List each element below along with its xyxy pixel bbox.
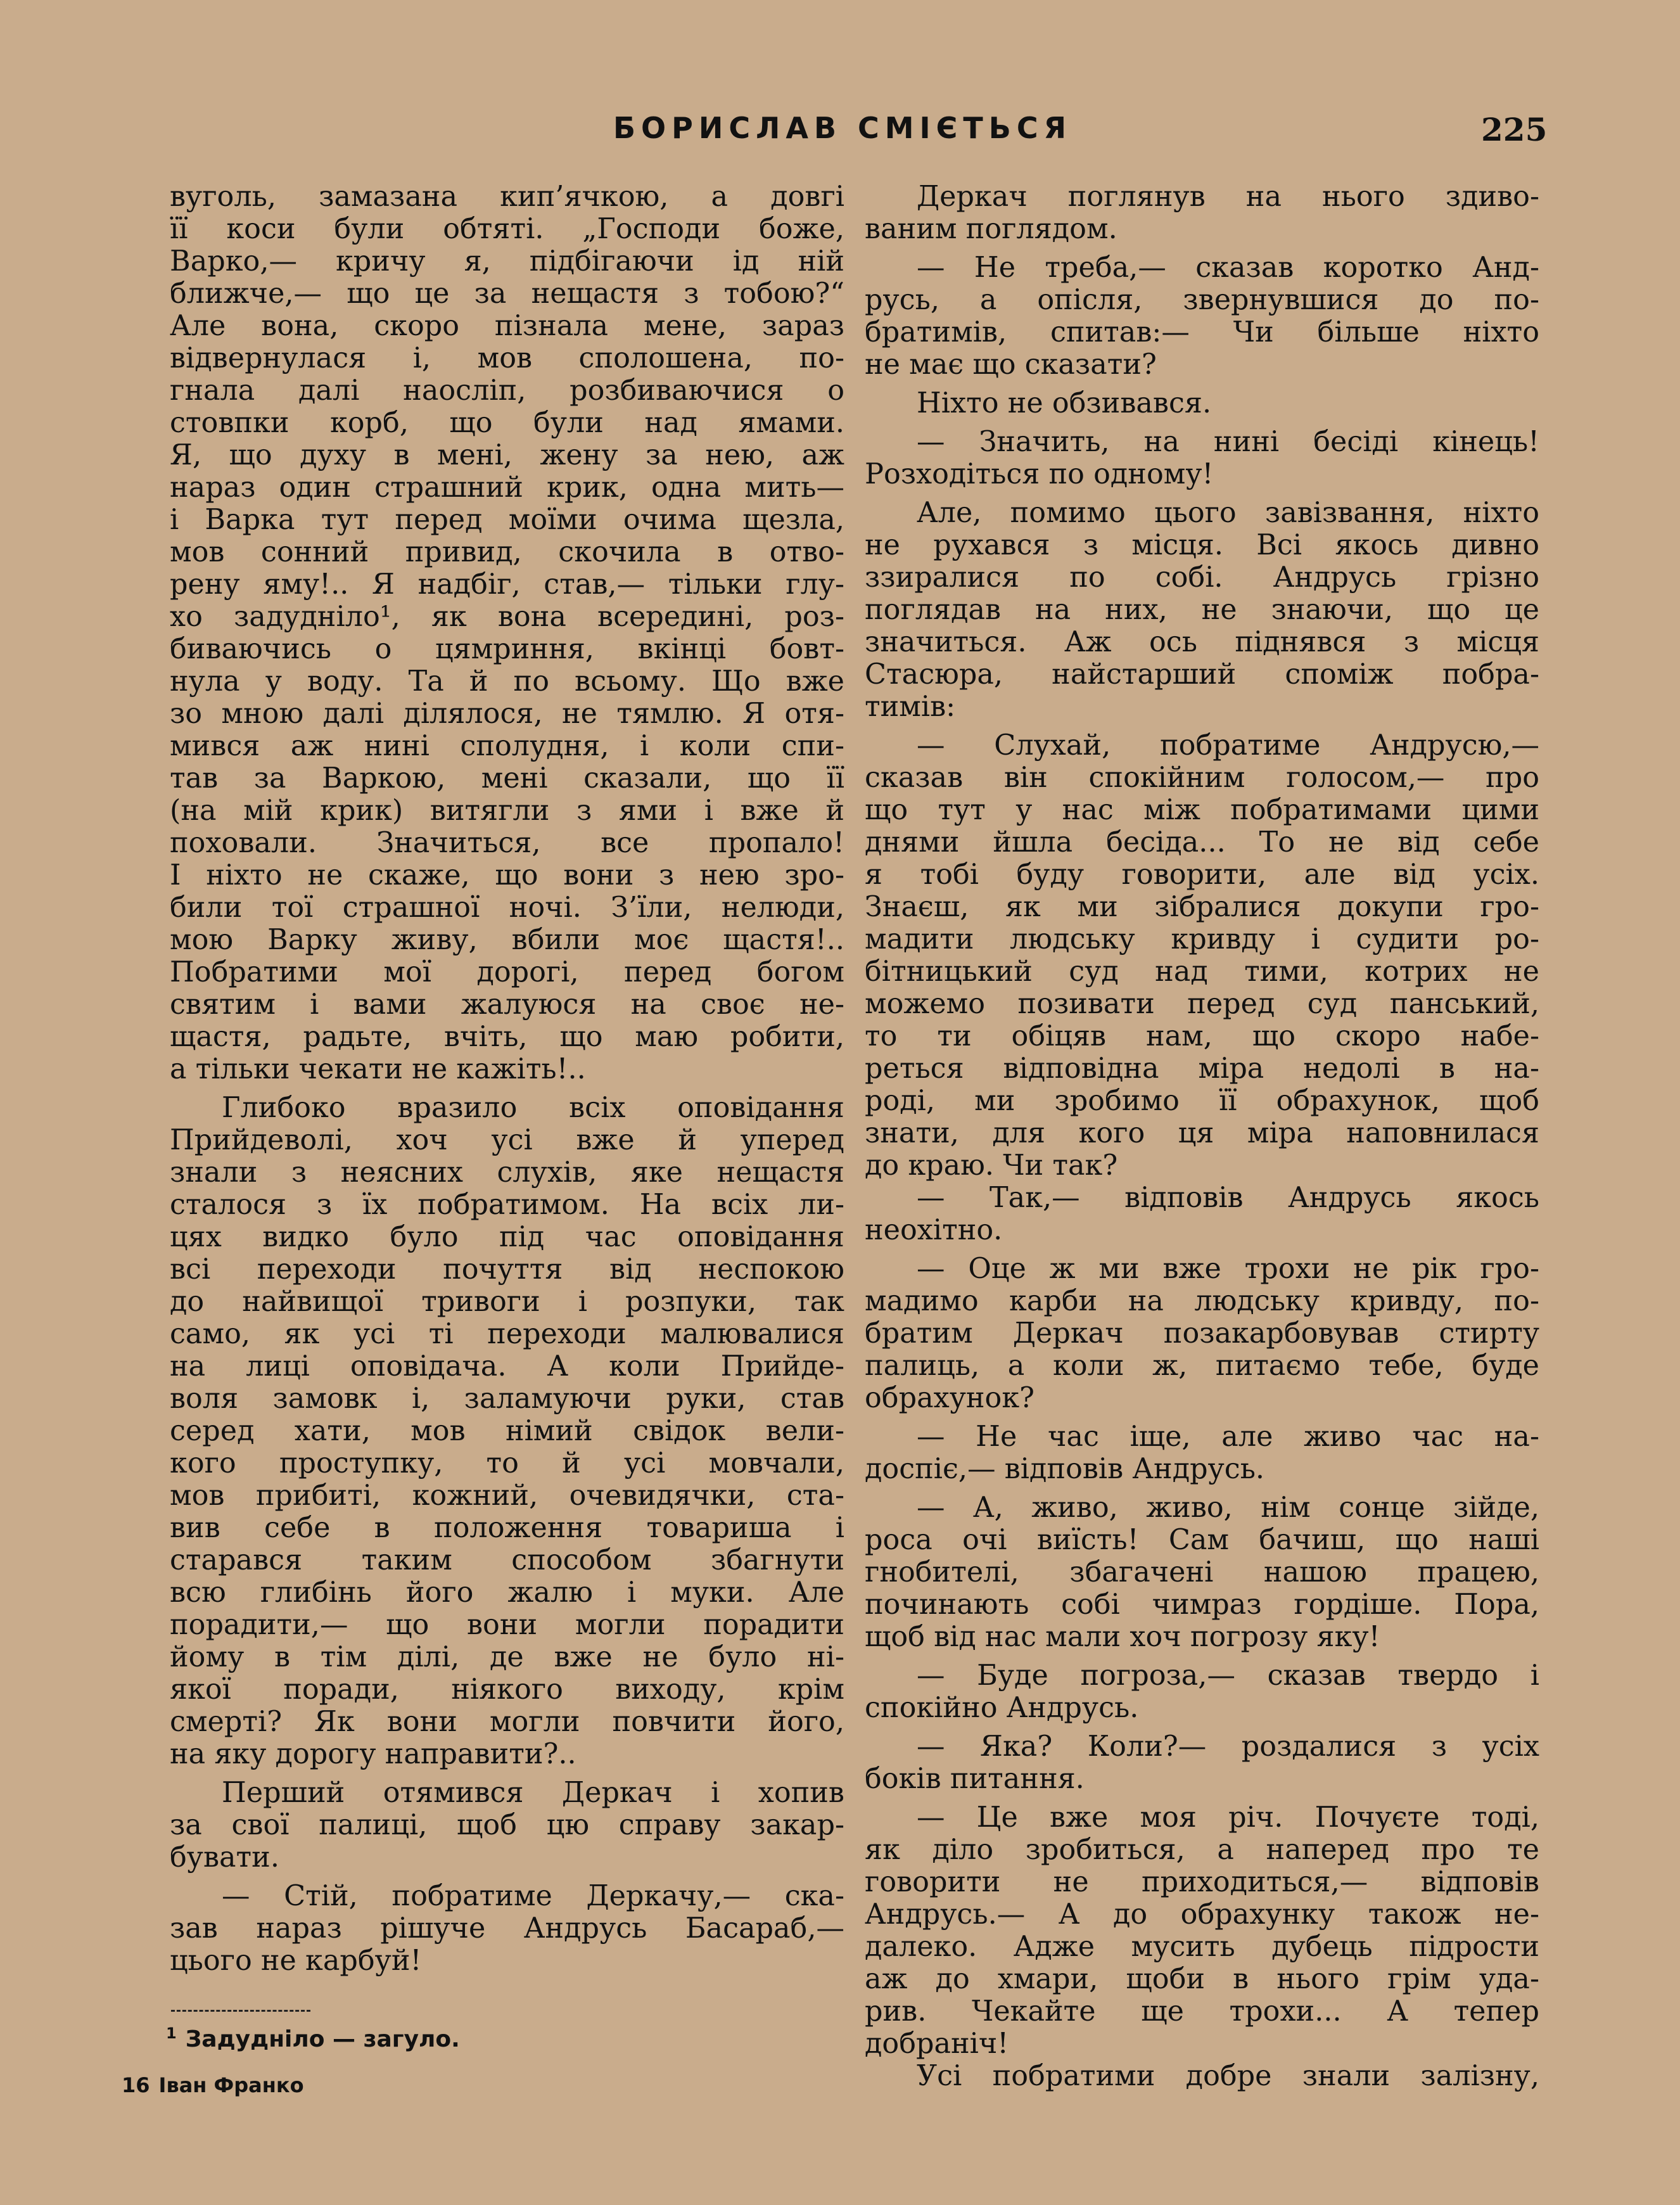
text-line: рену яму!.. Я надбіг, став,— тільки глу-	[170, 568, 844, 601]
text-line: далеко. Адже мусить дубець підрости	[865, 1931, 1539, 1963]
text-line: сказав він спокійним голосом,— про	[865, 762, 1539, 794]
text-line: бувати.	[170, 1841, 279, 1874]
text-line: вуголь, замазана кип’ячкою, а довгі	[170, 181, 844, 213]
text-line: роді, ми зробимо її обрахунок, щоб	[865, 1085, 1539, 1117]
text-line: — Не час іще, але живо час на-	[917, 1421, 1539, 1453]
text-line: Побратими мої дорогі, перед богом	[170, 956, 844, 988]
text-line: якої поради, ніякого виходу, крім	[170, 1673, 844, 1706]
text-line: що тут у нас між побратимами цими	[865, 794, 1539, 826]
printer-signature	[122, 2073, 304, 2097]
text-line: братимів, спитав:— Чи більше ніхто	[865, 316, 1539, 348]
text-line: на лиці оповідача. А коли Прийде-	[170, 1350, 844, 1383]
text-line: Стасюра, найстарший споміж побра-	[865, 658, 1539, 691]
text-line: її коси були обтяті. „Господи боже,	[170, 213, 844, 245]
text-line: ближче,— що це за нещастя з тобою?“	[170, 278, 844, 310]
text-line: цях видко було під час оповідання	[170, 1221, 844, 1253]
text-line: (на мій крик) витягли з ями і вже й	[170, 795, 844, 827]
text-line: мою Варку живу, вбили моє щастя!..	[170, 924, 844, 956]
footnote	[166, 2024, 460, 2052]
text-line: смерті? Як вони могли повчити його,	[170, 1706, 844, 1738]
text-line: як діло зробиться, а наперед про те	[865, 1834, 1539, 1866]
text-line: тимів:	[865, 691, 956, 723]
text-line: роса очі виїсть! Сам бачиш, що наші	[865, 1524, 1539, 1556]
text-line: хо задудніло¹, як вона всередині, роз-	[170, 601, 844, 633]
text-line: йому в тім ділі, де вже не було ні-	[170, 1641, 844, 1673]
footnote-text: Задудніло — загуло.	[185, 2026, 460, 2052]
text-line: ззиралися по собі. Андрусь грізно	[865, 561, 1539, 594]
text-line: сталося з їх побратимом. На всіх ли-	[170, 1189, 844, 1221]
right-text-column	[865, 181, 1539, 2092]
footnote-marker: 1	[166, 2024, 177, 2042]
left-text-column	[170, 181, 844, 1977]
text-line: Глибоко вразило всіх оповідання	[222, 1092, 844, 1124]
running-header-title: БОРИСЛАВ СМІЄТЬСЯ	[613, 111, 1072, 145]
text-line: рив. Чекайте ще трохи... А тепер	[865, 1995, 1539, 2028]
text-line: і Варка тут перед моїми очима щезла,	[170, 504, 844, 536]
text-line: — Це вже моя річ. Почуєте тоді,	[917, 1801, 1539, 1834]
text-line: — Так,— відповів Андрусь якось	[917, 1182, 1539, 1214]
text-line: вив себе в положення товариша і	[170, 1512, 844, 1544]
text-line: — Значить, на нині бесіді кінець!	[917, 426, 1539, 458]
text-line: ваним поглядом.	[865, 213, 1117, 245]
text-line: значиться. Аж ось піднявся з місця	[865, 626, 1539, 658]
text-line: добраніч!	[865, 2028, 1009, 2060]
sheet-number: 16	[122, 2073, 150, 2097]
text-line: мадимо карби на людську кривду, по-	[865, 1285, 1539, 1317]
footnote-divider	[171, 2010, 310, 2012]
text-line: — Буде погроза,— сказав твердо і	[917, 1659, 1539, 1692]
text-line: само, як усі ті переходи малювалися	[170, 1318, 844, 1350]
text-line: мов сонний привид, скочила в отво-	[170, 536, 844, 568]
text-line: — Стій, побратиме Деркачу,— ска-	[222, 1880, 844, 1912]
text-line: кого проступку, то й усі мовчали,	[170, 1447, 844, 1480]
text-line: — Оце ж ми вже трохи не рік гро-	[917, 1253, 1539, 1285]
text-line: до найвищої тривоги і розпуки, так	[170, 1286, 844, 1318]
text-line: доспіє,— відповів Андрусь.	[865, 1453, 1265, 1485]
text-line: Усі побратими добре знали залізну,	[917, 2060, 1539, 2092]
text-line: Деркач поглянув на нього здиво-	[917, 181, 1539, 213]
text-line: не рухався з місця. Всі якось дивно	[865, 529, 1539, 561]
text-line: святим і вами жалуюся на своє не-	[170, 988, 844, 1021]
text-line: неохітно.	[865, 1214, 1003, 1246]
text-line: гнобителі, збагачені нашою працею,	[865, 1556, 1539, 1588]
text-line: биваючись о цямриння, вкінці бовт-	[170, 633, 844, 665]
text-line: щоб від нас мали хоч погрозу яку!	[865, 1621, 1380, 1653]
text-line: то ти обіцяв нам, що скоро набе-	[865, 1020, 1539, 1052]
text-line: старався таким способом збагнути	[170, 1544, 844, 1576]
text-line: поховали. Значиться, все пропало!	[170, 827, 844, 859]
text-line: відвернулася і, мов сполошена, по-	[170, 342, 844, 374]
text-line: до краю. Чи так?	[865, 1149, 1118, 1182]
text-line: щастя, радьте, вчіть, що маю робити,	[170, 1021, 844, 1053]
text-line: на яку дорогу направити?..	[170, 1738, 576, 1770]
text-line: нараз один страшний крик, одна мить—	[170, 471, 844, 504]
text-line: Андрусь.— А до обрахунку також не-	[865, 1898, 1539, 1931]
text-line: за свої палиці, щоб цю справу закар-	[170, 1809, 844, 1841]
text-line: порадити,— що вони могли порадити	[170, 1609, 844, 1641]
text-line: братим Деркач позакарбовував стирту	[865, 1317, 1539, 1350]
text-line: днями йшла бесіда... То не від себе	[865, 826, 1539, 859]
text-line: обрахунок?	[865, 1382, 1034, 1414]
text-line: знали з неясних слухів, яке нещастя	[170, 1156, 844, 1189]
text-line: — Яка? Коли?— роздалися з усіх	[917, 1730, 1539, 1763]
text-line: палиць, а коли ж, питаємо тебе, буде	[865, 1350, 1539, 1382]
text-line: мадити людську кривду і судити ро-	[865, 923, 1539, 955]
text-line: — Не треба,— сказав коротко Анд-	[917, 252, 1539, 284]
text-line: Прийдеволі, хоч усі вже й уперед	[170, 1124, 844, 1156]
text-line: зав нараз рішуче Андрусь Басараб,—	[170, 1912, 844, 1945]
text-line: всю глибінь його жалю і муки. Але	[170, 1576, 844, 1609]
text-line: били тої страшної ночі. З’їли, нелюди,	[170, 892, 844, 924]
text-line: Знаєш, як ми зібралися докупи гро-	[865, 891, 1539, 923]
text-line: Я, що духу в мені, жену за нею, аж	[170, 439, 844, 471]
text-line: — Слухай, побратиме Андрусю,—	[917, 729, 1539, 762]
text-line: І ніхто не скаже, що вони з нею зро-	[170, 859, 844, 892]
text-line: Розходіться по одному!	[865, 458, 1214, 490]
text-line: — А, живо, живо, нім сонце зійде,	[917, 1492, 1539, 1524]
author-name: Іван Франко	[158, 2073, 304, 2097]
text-line: поглядав на них, не знаючи, що це	[865, 594, 1539, 626]
text-line: зо мною далі ділялося, не тямлю. Я отя-	[170, 698, 844, 730]
text-line: аж до хмари, щоби в нього грім уда-	[865, 1963, 1539, 1995]
text-line: всі переходи почуття від неспокою	[170, 1253, 844, 1286]
text-line: реться відповідна міра недолі в на-	[865, 1052, 1539, 1085]
text-line: тав за Варкою, мені сказали, що її	[170, 762, 844, 795]
text-line: мов прибиті, кожний, очевидячки, ста-	[170, 1480, 844, 1512]
text-line: бітницький суд над тими, котрих не	[865, 955, 1539, 988]
page-number: 225	[1481, 111, 1548, 148]
text-line: Але вона, скоро пізнала мене, зараз	[170, 310, 844, 342]
text-line: говорити не приходиться,— відповів	[865, 1866, 1539, 1898]
text-line: русь, а опісля, звернувшися до по-	[865, 284, 1539, 316]
text-line: серед хати, мов німий свідок вели-	[170, 1415, 844, 1447]
text-line: Ніхто не обзивався.	[917, 387, 1212, 419]
text-line: боків питання.	[865, 1763, 1085, 1795]
text-line: спокійно Андрусь.	[865, 1692, 1139, 1724]
text-line: воля замовк і, заламуючи руки, став	[170, 1383, 844, 1415]
text-line: Але, помимо цього завізвання, ніхто	[917, 497, 1539, 529]
text-line: цього не карбуй!	[170, 1945, 422, 1977]
text-line: Перший отямився Деркач і хопив	[222, 1777, 844, 1809]
text-line: мився аж нині сполудня, і коли спи-	[170, 730, 844, 762]
text-line: можемо позивати перед суд панський,	[865, 988, 1539, 1020]
text-line: не має що сказати?	[865, 348, 1157, 381]
text-line: Варко,— кричу я, підбігаючи ід ній	[170, 245, 844, 278]
text-line: нула у воду. Та й по всьому. Що вже	[170, 665, 844, 698]
text-line: починають собі чимраз гордіше. Пора,	[865, 1588, 1539, 1621]
text-line: гнала далі наосліп, розбиваючися о	[170, 374, 844, 407]
text-line: я тобі буду говорити, але від усіх.	[865, 859, 1539, 891]
text-line: стовпки корб, що були над ямами.	[170, 407, 844, 439]
text-line: а тільки чекати не кажіть!..	[170, 1053, 586, 1085]
text-line: знати, для кого ця міра наповнилася	[865, 1117, 1539, 1149]
